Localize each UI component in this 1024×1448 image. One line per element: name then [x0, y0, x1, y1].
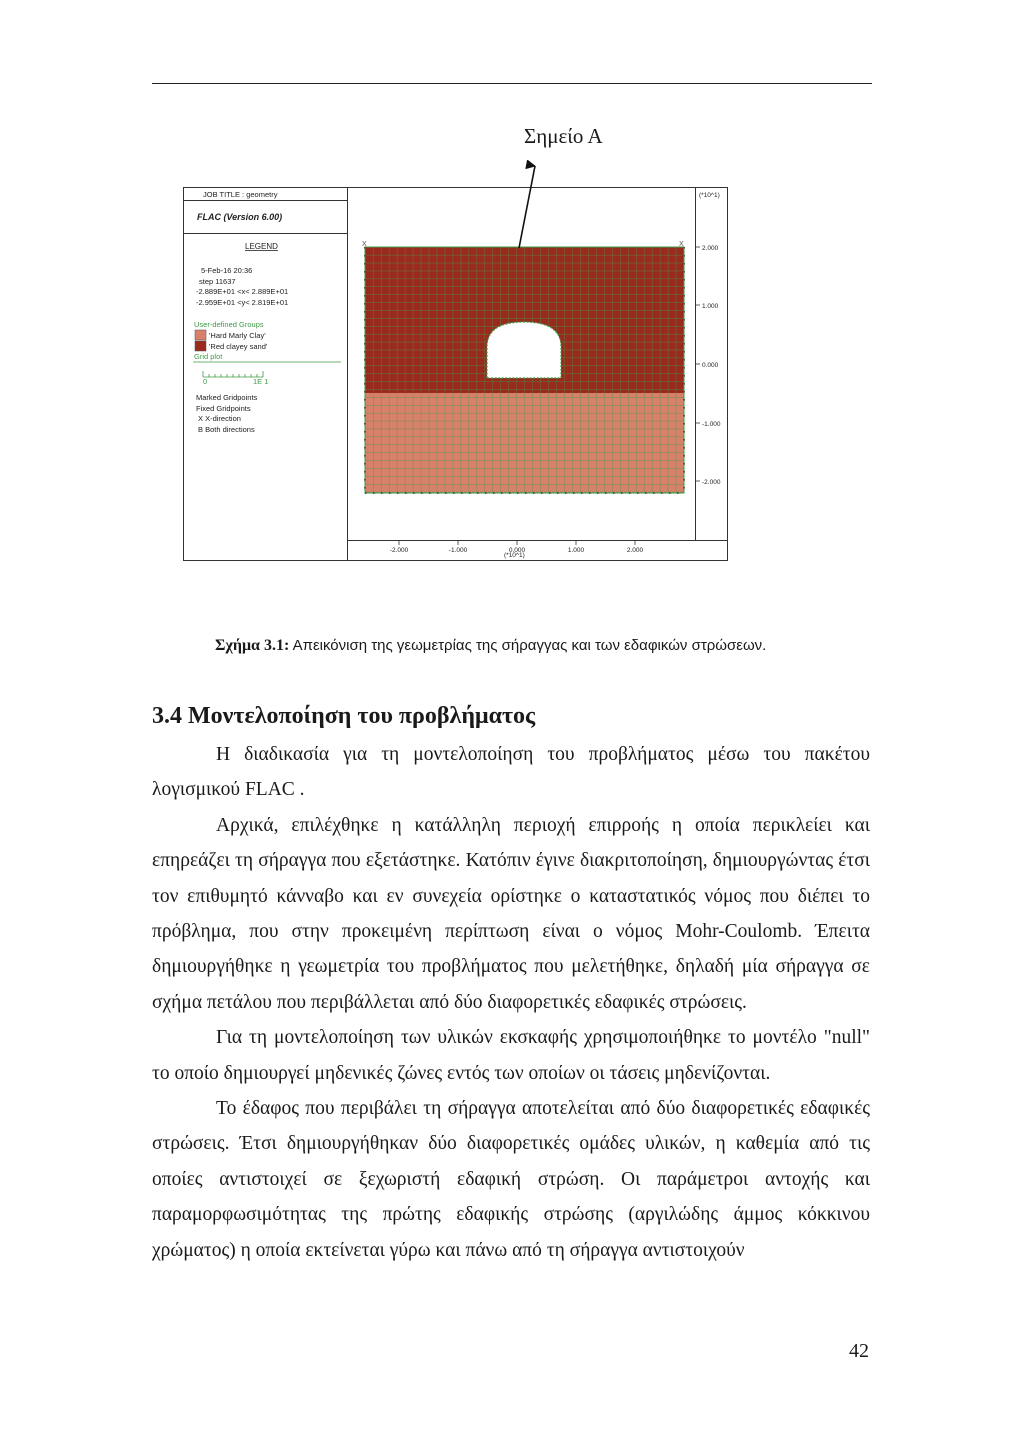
groups-heading: User-defined Groups — [194, 320, 264, 329]
body-text — [152, 737, 870, 1268]
caption-text: Απεικόνιση της γεωμετρίας της σήραγγας και των εδαφικών στρώσεων. — [289, 637, 767, 654]
both-directions-label: B Both directions — [198, 425, 255, 434]
y-tick-label: 0.000 — [702, 362, 719, 369]
x-tick-label: 0.000 — [508, 547, 526, 554]
legend-step: step 11637 — [199, 277, 236, 286]
paragraph: Το έδαφος που περιβάλει τη σήραγγα αποτελείται από δύο διαφορετικές εδαφικές στρώσεις. Έτσι δημιουργήθηκαν δύο διαφορετικές ομάδες υλικών, η καθεμία από τις οποίες αντιστοιχεί σε ξεχωριστή εδαφική στρώση. Οι παράμετροι αντοχής και παραμορφωσιμότητας της πρώτης εδαφικής στρώσης (αργιλώδης άμμος κόκκινου χρώματος) η οποία εκτείνεται γύρω και πάνω από τη σήραγγα αντιστοιχούν — [152, 1098, 870, 1261]
y-tick-label: -1.000 — [702, 421, 721, 428]
point-a-label: Σημείο Α — [524, 124, 603, 148]
legend-date: 5-Feb-16 20:36 — [201, 266, 253, 275]
x-tick-label: -1.000 — [448, 547, 468, 554]
y-tick-label: 2.000 — [702, 245, 719, 252]
page-number: 42 — [849, 1340, 869, 1362]
paragraph: Η διαδικασία για τη μοντελοποίηση του προβλήματος μέσω του πακέτου λογισμικού FLAC . — [152, 744, 870, 801]
y-tick-label: -2.000 — [702, 479, 721, 486]
marked-gridpoints-label: Marked Gridpoints — [196, 393, 258, 402]
x-axis-unit: (*10^1) — [504, 552, 525, 559]
job-title-text: JOB TITLE : geometry — [203, 190, 278, 199]
flac-geometry-figure — [183, 160, 729, 562]
svg-text:X: X — [679, 241, 684, 248]
paragraph: Αρχικά, επιλέχθηκε η κατάλληλη περιοχή επιρροής η οποία περικλείει και επηρεάζει τη σήραγγα που εξετάστηκε. Κατόπιν έγινε διακριτοποίηση, δημιουργώντας έτσι τον επιθυμητό κάνναβο και εν συνεχεία ορίστηκε ο καταστατικός νόμος που διέπει το πρόβλημα, που στην προκειμένη περίπτωση είναι ο νόμος Mohr-Coulomb. Έπειτα δημιουργήθηκε η γεωμετρία του προβλήματος που μελετήθηκε, δηλαδή μία σήραγγα σε σχήμα πετάλου που περιβάλλεται από δύο διαφορετικές εδαφικές στρώσεις. — [152, 814, 870, 1013]
legend-y-range: -2.959E+01 <y< 2.819E+01 — [196, 298, 289, 307]
paragraph: Για τη μοντελοποίηση των υλικών εκσκαφής χρησιμοποιήθηκε το μοντέλο "null" το οποίο δημιουργεί μηδενικές ζώνες εντός των οποίων οι τάσεις μηδενίζονται. — [152, 1027, 870, 1084]
x-tick-label: -2.000 — [389, 547, 409, 554]
fixed-gridpoints-label: Fixed Gridpoints — [196, 404, 251, 413]
swatch-hard-marly-clay — [195, 330, 206, 340]
x-tick-label: 2.000 — [626, 547, 644, 554]
y-tick-label: 1.000 — [702, 303, 719, 310]
figure-caption — [215, 637, 766, 655]
group-red-clayey-sand: 'Red clayey sand' — [209, 342, 268, 351]
tunnel-opening — [487, 322, 561, 378]
legend-x-range: -2.889E+01 <x< 2.889E+01 — [196, 287, 289, 296]
caption-label: Σχήμα 3.1: — [215, 637, 290, 654]
scale-max: 1E 1 — [253, 377, 269, 386]
y-axis-unit: (*10^1) — [699, 192, 720, 199]
header-rule — [152, 83, 872, 84]
x-tick-label: 1.000 — [567, 547, 585, 554]
grid-plot-label: Grid plot — [194, 352, 223, 361]
group-hard-marly-clay: 'Hard Marly Clay' — [209, 331, 266, 340]
flac-version-text: FLAC (Version 6.00) — [197, 212, 283, 222]
swatch-red-clayey-sand — [195, 341, 206, 351]
svg-text:X: X — [362, 241, 367, 248]
x-direction-label: X X-direction — [198, 414, 241, 423]
scale-min: 0 — [203, 377, 208, 386]
section-heading: 3.4 Μοντελοποίηση του προβλήματος — [152, 703, 536, 729]
legend-heading: LEGEND — [245, 242, 278, 251]
